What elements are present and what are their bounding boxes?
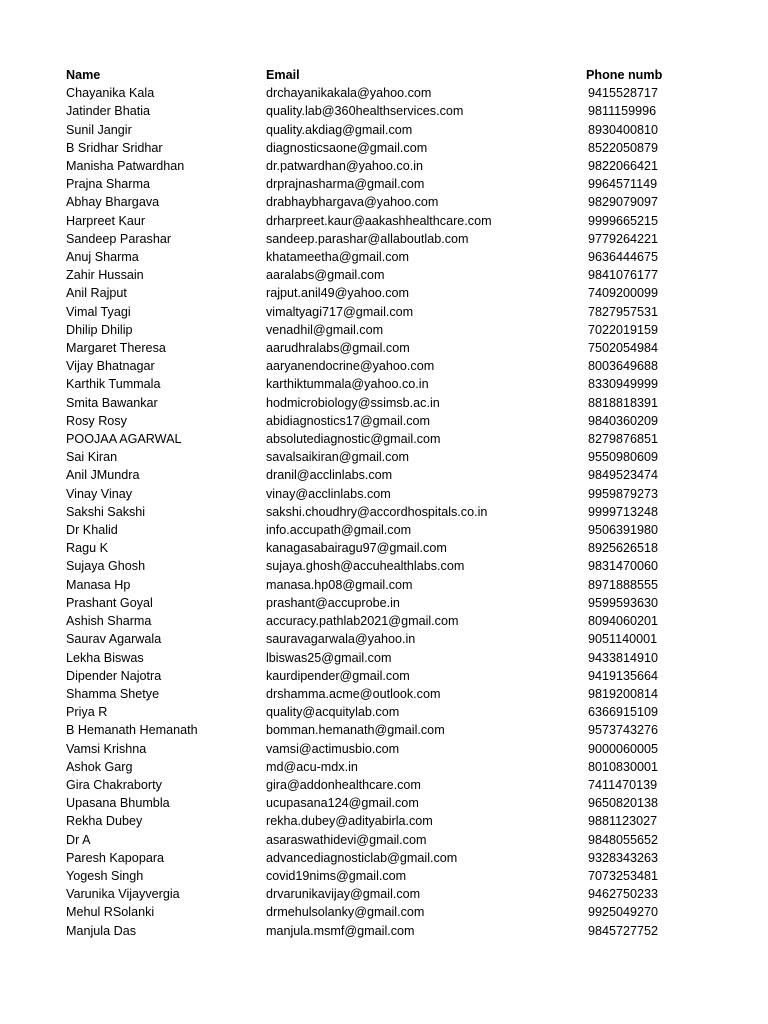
cell-email: aaryanendocrine@yahoo.com: [266, 359, 435, 374]
cell-email: abidiagnostics17@gmail.com: [266, 413, 430, 428]
cell-name: Yogesh Singh: [66, 868, 144, 883]
cell-name: Anuj Sharma: [66, 250, 139, 265]
cell-name: B Sridhar Sridhar: [66, 140, 163, 155]
table-row: [66, 394, 706, 412]
cell-phone: 9000060005: [588, 741, 659, 756]
cell-email: rekha.dubey@adityabirla.com: [266, 814, 433, 829]
cell-email: drvarunikavijay@gmail.com: [266, 887, 421, 902]
cell-name: Margaret Theresa: [66, 341, 166, 356]
table-row: [66, 721, 706, 739]
cell-phone: 8330949999: [588, 377, 659, 392]
cell-name: Rosy Rosy: [66, 413, 127, 428]
cell-name: Vinay Vinay: [66, 486, 133, 501]
cell-email: kanagasabairagu97@gmail.com: [266, 541, 447, 556]
table-header: [66, 66, 706, 84]
cell-phone: 7409200099: [588, 286, 659, 301]
cell-phone: 9840360209: [588, 413, 659, 428]
cell-phone: 9999713248: [588, 504, 659, 519]
cell-email: aaralabs@gmail.com: [266, 268, 385, 283]
table-row: [66, 303, 706, 321]
cell-name: Manjula Das: [66, 923, 136, 938]
cell-phone: 7073253481: [588, 868, 659, 883]
cell-email: dranil@acclinlabs.com: [266, 468, 393, 483]
cell-email: prashant@accuprobe.in: [266, 595, 400, 610]
cell-email: rajput.anil49@yahoo.com: [266, 286, 410, 301]
cell-phone: 9819200814: [588, 686, 659, 701]
table-row: [66, 649, 706, 667]
cell-phone: 9636444675: [588, 250, 659, 265]
table-row: [66, 885, 706, 903]
cell-email: khatameetha@gmail.com: [266, 250, 409, 265]
cell-name: Vijay Bhatnagar: [66, 359, 155, 374]
cell-email: kaurdipender@gmail.com: [266, 668, 410, 683]
table-row: [66, 794, 706, 812]
cell-phone: 9831470060: [588, 559, 659, 574]
table-row: [66, 466, 706, 484]
cell-phone: 9811159996: [588, 104, 657, 119]
cell-name: Smita Bawankar: [66, 395, 158, 410]
cell-email: vinay@acclinlabs.com: [266, 486, 391, 501]
table-row: [66, 430, 706, 448]
cell-email: quality.lab@360healthservices.com: [266, 104, 464, 119]
cell-email: drchayanikakala@yahoo.com: [266, 86, 432, 101]
cell-name: Abhay Bhargava: [66, 195, 160, 210]
cell-phone: 7827957531: [588, 304, 659, 319]
table-row: [66, 703, 706, 721]
cell-name: Saurav Agarwala: [66, 632, 162, 647]
cell-name: Dhilip Dhilip: [66, 322, 133, 337]
column-header-email: Email: [266, 68, 300, 82]
cell-email: sauravagarwala@yahoo.in: [266, 632, 416, 647]
cell-email: advancediagnosticlab@gmail.com: [266, 850, 458, 865]
cell-email: asaraswathidevi@gmail.com: [266, 832, 427, 847]
cell-phone: 8925626518: [588, 541, 659, 556]
table-row: [66, 485, 706, 503]
table-row: [66, 612, 706, 630]
cell-phone: 9415528717: [588, 86, 659, 101]
table-row: [66, 812, 706, 830]
cell-name: Vimal Tyagi: [66, 304, 131, 319]
cell-email: info.accupath@gmail.com: [266, 523, 412, 538]
table-row: [66, 758, 706, 776]
header-row: [66, 66, 706, 84]
table-row: [66, 594, 706, 612]
cell-name: Upasana Bhumbla: [66, 796, 170, 811]
table-row: [66, 448, 706, 466]
cell-email: quality.akdiag@gmail.com: [266, 122, 413, 137]
column-header-phone: Phone numb: [586, 68, 663, 82]
table-row: [66, 284, 706, 302]
cell-phone: 8003649688: [588, 359, 659, 374]
cell-phone: 7411470139: [588, 777, 658, 792]
cell-name: B Hemanath Hemanath: [66, 723, 198, 738]
cell-phone: 8094060201: [588, 614, 659, 629]
table-row: [66, 867, 706, 885]
table-row: [66, 557, 706, 575]
cell-email: ucupasana124@gmail.com: [266, 796, 419, 811]
cell-email: lbiswas25@gmail.com: [266, 650, 392, 665]
cell-phone: 9959879273: [588, 486, 659, 501]
table-row: [66, 84, 706, 102]
cell-name: Jatinder Bhatia: [66, 104, 151, 119]
cell-name: Priya R: [66, 705, 108, 720]
cell-email: savalsaikiran@gmail.com: [266, 450, 409, 465]
cell-email: dr.patwardhan@yahoo.co.in: [266, 159, 424, 174]
table-row: [66, 630, 706, 648]
table-body: [66, 84, 706, 940]
table-row: [66, 503, 706, 521]
cell-name: Rekha Dubey: [66, 814, 143, 829]
cell-phone: 9848055652: [588, 832, 659, 847]
cell-phone: 9550980609: [588, 450, 659, 465]
cell-name: Dr A: [66, 832, 91, 847]
cell-phone: 9881123027: [588, 814, 658, 829]
cell-phone: 9841076177: [588, 268, 659, 283]
cell-name: Mehul RSolanki: [66, 905, 155, 920]
cell-phone: 9462750233: [588, 887, 659, 902]
table-row: [66, 212, 706, 230]
cell-phone: 9573743276: [588, 723, 659, 738]
table-row: [66, 248, 706, 266]
table-row: [66, 157, 706, 175]
cell-email: drshamma.acme@outlook.com: [266, 686, 441, 701]
cell-name: Sandeep Parashar: [66, 231, 172, 246]
cell-phone: 9829079097: [588, 195, 659, 210]
cell-name: Harpreet Kaur: [66, 213, 146, 228]
cell-phone: 7022019159: [588, 322, 659, 337]
cell-email: gira@addonhealthcare.com: [266, 777, 421, 792]
cell-phone: 9599593630: [588, 595, 659, 610]
cell-email: accuracy.pathlab2021@gmail.com: [266, 614, 459, 629]
cell-name: Chayanika Kala: [66, 86, 155, 101]
cell-phone: 6366915109: [588, 705, 659, 720]
cell-phone: 9964571149: [588, 177, 658, 192]
cell-name: Ashish Sharma: [66, 614, 152, 629]
cell-name: Sunil Jangir: [66, 122, 132, 137]
cell-phone: 9506391980: [588, 523, 659, 538]
cell-email: drabhaybhargava@yahoo.com: [266, 195, 439, 210]
cell-phone: 9999665215: [588, 213, 659, 228]
table-row: [66, 121, 706, 139]
table-row: [66, 740, 706, 758]
cell-name: Sujaya Ghosh: [66, 559, 146, 574]
cell-name: Ragu K: [66, 541, 109, 556]
cell-phone: 9051140001: [588, 632, 658, 647]
cell-name: Zahir Hussain: [66, 268, 144, 283]
cell-phone: 9845727752: [588, 923, 659, 938]
cell-name: Varunika Vijayvergia: [66, 887, 180, 902]
cell-name: Prashant Goyal: [66, 595, 153, 610]
table-row: [66, 903, 706, 921]
table-row: [66, 576, 706, 594]
cell-email: quality@acquitylab.com: [266, 705, 400, 720]
table-row: [66, 230, 706, 248]
table-row: [66, 412, 706, 430]
cell-phone: 9419135664: [588, 668, 659, 683]
table-row: [66, 175, 706, 193]
cell-email: hodmicrobiology@ssimsb.ac.in: [266, 395, 440, 410]
cell-phone: 8971888555: [588, 577, 659, 592]
cell-email: manasa.hp08@gmail.com: [266, 577, 413, 592]
cell-name: Anil JMundra: [66, 468, 140, 483]
cell-email: sakshi.choudhry@accordhospitals.co.in: [266, 504, 488, 519]
cell-name: Dr Khalid: [66, 523, 118, 538]
cell-email: covid19nims@gmail.com: [266, 868, 407, 883]
cell-name: Dipender Najotra: [66, 668, 162, 683]
table-row: [66, 922, 706, 940]
table-row: [66, 339, 706, 357]
cell-email: venadhil@gmail.com: [266, 322, 384, 337]
table-row: [66, 776, 706, 794]
table-row: [66, 266, 706, 284]
column-header-name: Name: [66, 68, 101, 82]
table-row: [66, 831, 706, 849]
cell-name: Gira Chakraborty: [66, 777, 162, 792]
table-row: [66, 375, 706, 393]
table-row: [66, 357, 706, 375]
cell-phone: 8930400810: [588, 122, 659, 137]
cell-phone: 7502054984: [588, 341, 659, 356]
cell-phone: 9822066421: [588, 159, 659, 174]
cell-email: vamsi@actimusbio.com: [266, 741, 400, 756]
table-row: [66, 667, 706, 685]
table-row: [66, 321, 706, 339]
cell-name: Sakshi Sakshi: [66, 504, 146, 519]
cell-phone: 8818818391: [588, 395, 659, 410]
cell-phone: 9779264221: [588, 231, 659, 246]
cell-email: md@acu-mdx.in: [266, 759, 358, 774]
cell-name: Lekha Biswas: [66, 650, 144, 665]
cell-name: Anil Rajput: [66, 286, 127, 301]
cell-email: karthiktummala@yahoo.co.in: [266, 377, 429, 392]
table-row: [66, 539, 706, 557]
cell-email: bomman.hemanath@gmail.com: [266, 723, 445, 738]
cell-name: Paresh Kapopara: [66, 850, 165, 865]
cell-name: Manasa Hp: [66, 577, 131, 592]
table-row: [66, 139, 706, 157]
contacts-table: [66, 66, 706, 940]
cell-email: sujaya.ghosh@accuhealthlabs.com: [266, 559, 465, 574]
cell-name: Shamma Shetye: [66, 686, 160, 701]
cell-email: diagnosticsaone@gmail.com: [266, 140, 428, 155]
cell-name: Ashok Garg: [66, 759, 133, 774]
cell-phone: 9433814910: [588, 650, 659, 665]
cell-phone: 9650820138: [588, 796, 659, 811]
cell-name: Vamsi Krishna: [66, 741, 147, 756]
cell-email: absolutediagnostic@gmail.com: [266, 432, 441, 447]
cell-email: drharpreet.kaur@aakashhealthcare.com: [266, 213, 492, 228]
cell-name: Prajna Sharma: [66, 177, 150, 192]
cell-name: Karthik Tummala: [66, 377, 161, 392]
cell-email: manjula.msmf@gmail.com: [266, 923, 415, 938]
cell-name: POOJAA AGARWAL: [66, 432, 182, 447]
cell-phone: 9328343263: [588, 850, 659, 865]
table-row: [66, 685, 706, 703]
cell-phone: 9849523474: [588, 468, 659, 483]
cell-phone: 8522050879: [588, 140, 659, 155]
cell-phone: 8279876851: [588, 432, 659, 447]
table-row: [66, 102, 706, 120]
cell-phone: 8010830001: [588, 759, 659, 774]
table-row: [66, 521, 706, 539]
cell-name: Manisha Patwardhan: [66, 159, 185, 174]
cell-email: sandeep.parashar@allaboutlab.com: [266, 231, 469, 246]
table-row: [66, 193, 706, 211]
cell-name: Sai Kiran: [66, 450, 118, 465]
cell-email: drprajnasharma@gmail.com: [266, 177, 425, 192]
cell-email: vimaltyagi717@gmail.com: [266, 304, 414, 319]
cell-phone: 9925049270: [588, 905, 659, 920]
cell-email: aarudhralabs@gmail.com: [266, 341, 410, 356]
table-row: [66, 849, 706, 867]
cell-email: drmehulsolanky@gmail.com: [266, 905, 425, 920]
